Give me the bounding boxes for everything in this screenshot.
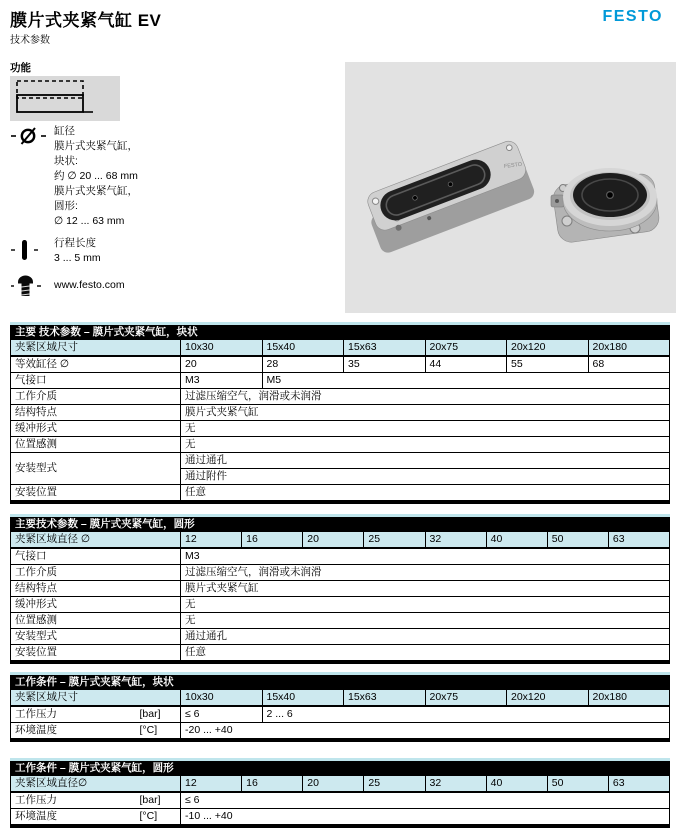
- header-value: 32: [425, 776, 486, 792]
- cell-value: 通过通孔: [181, 453, 670, 469]
- table-row: [11, 613, 670, 629]
- cell-value: -10 ... +40: [181, 809, 670, 827]
- cell-value: 44: [425, 356, 507, 373]
- product-illustration: [345, 62, 676, 313]
- header-value: 12: [181, 532, 242, 548]
- row-label: 工作压力: [11, 792, 136, 809]
- row-label: 缓冲形式: [11, 597, 181, 613]
- table-row: [11, 405, 670, 421]
- cell-value: M3: [181, 373, 263, 389]
- function-diagram: [10, 76, 120, 121]
- header-value: 50: [547, 776, 608, 792]
- feature-text: [54, 124, 138, 229]
- cell-value: 膜片式夹紧气缸: [181, 581, 670, 597]
- cell-value: ≤ 6: [181, 792, 670, 809]
- header-value: 20x180: [588, 340, 670, 356]
- screw-icon: [10, 271, 54, 305]
- table-operating-conditions-round: [10, 758, 669, 828]
- row-unit: [bar]: [136, 792, 181, 809]
- header-value: 32: [425, 532, 486, 548]
- table-main-params-block: [10, 322, 669, 504]
- header-value: 20x180: [588, 690, 670, 706]
- cell-value: 无: [181, 613, 670, 629]
- header-value: 20x75: [425, 340, 507, 356]
- table-main-params-round: [10, 514, 669, 664]
- cell-value: 过滤压缩空气，润滑或未润滑: [181, 389, 670, 405]
- header-value: 16: [242, 776, 303, 792]
- cell-value: 55: [507, 356, 589, 373]
- feature-text: [54, 236, 101, 268]
- festo-logo: FESTO: [602, 8, 663, 25]
- header-value: 20x120: [507, 340, 589, 356]
- page-title: 膜片式夹紧气缸 EV: [10, 11, 162, 30]
- feature-line: 膜片式夹紧气缸，: [54, 140, 138, 152]
- row-label: 安装型式: [11, 629, 181, 645]
- table-row: [11, 629, 670, 645]
- cell-value: -20 ... +40: [181, 723, 670, 741]
- table-row: [11, 792, 670, 809]
- table-title: 工作条件 – 膜片式夹紧气缸，圆形: [11, 760, 670, 777]
- table-row: [11, 809, 670, 827]
- cell-value: 任意: [181, 645, 670, 663]
- table-row: [11, 437, 670, 453]
- cell-value: 2 ... 6: [262, 706, 670, 723]
- row-label: 安装型式: [11, 453, 181, 485]
- feature-line: 行程长度: [54, 237, 96, 249]
- product-photo: [345, 62, 676, 313]
- header-value: 40: [486, 532, 547, 548]
- header-value: 15x63: [344, 340, 426, 356]
- row-label: 结构特点: [11, 581, 181, 597]
- header-value: 20x75: [425, 690, 507, 706]
- header-value: 63: [608, 776, 669, 792]
- device-brand-label: FESTO: [503, 161, 523, 170]
- cell-value: 68: [588, 356, 670, 373]
- header-value: 10x30: [181, 690, 263, 706]
- feature-line: 约 ∅ 20 ... 68 mm: [54, 170, 138, 182]
- feature-stroke-length: [10, 236, 101, 268]
- row-label: 缓冲形式: [11, 421, 181, 437]
- row-label: 安装位置: [11, 485, 181, 503]
- row-label: 等效缸径 ∅: [11, 356, 181, 373]
- cylinder-schematic-icon: [10, 76, 120, 121]
- table-row: [11, 548, 670, 565]
- header-value: 15x40: [262, 340, 344, 356]
- row-label: 环境温度: [11, 723, 136, 741]
- row-label: 夹紧区域尺寸: [11, 690, 181, 706]
- cell-value: 通过通孔: [181, 629, 670, 645]
- header-value: 20x120: [507, 690, 589, 706]
- header-value: 15x40: [262, 690, 344, 706]
- cell-value: 膜片式夹紧气缸: [181, 405, 670, 421]
- feature-line: ∅ 12 ... 63 mm: [54, 215, 125, 227]
- cell-value: 任意: [181, 485, 670, 503]
- feature-line: 3 ... 5 mm: [54, 252, 101, 264]
- header-value: 50: [547, 532, 608, 548]
- header-value: 25: [364, 776, 425, 792]
- spec-table: [10, 322, 670, 504]
- table-row: [11, 421, 670, 437]
- header-value: 16: [242, 532, 303, 548]
- header-value: 25: [364, 532, 425, 548]
- table-row: [11, 389, 670, 405]
- header-value: 15x63: [344, 690, 426, 706]
- table-row: [11, 723, 670, 741]
- cell-value: 20: [181, 356, 263, 373]
- spec-table: [10, 672, 670, 742]
- header-value: 20: [303, 532, 364, 548]
- table-row: [11, 645, 670, 663]
- cell-value: 通过附件: [181, 469, 670, 485]
- table-title: 主要技术参数 – 膜片式夹紧气缸，圆形: [11, 516, 670, 533]
- stroke-length-icon: [10, 236, 54, 268]
- row-label: 安装位置: [11, 645, 181, 663]
- row-label: 工作介质: [11, 389, 181, 405]
- row-unit: [°C]: [136, 723, 181, 741]
- feature-bore-diameter: [10, 124, 138, 229]
- website-link[interactable]: www.festo.com: [54, 279, 125, 291]
- header-value: 40: [486, 776, 547, 792]
- row-unit: [°C]: [136, 809, 181, 827]
- table-row: [11, 706, 670, 723]
- row-unit: [bar]: [136, 706, 181, 723]
- header-value: 12: [181, 776, 242, 792]
- row-label: 位置感测: [11, 437, 181, 453]
- cell-value: M3: [181, 548, 670, 565]
- cell-value: M5: [262, 373, 670, 389]
- table-row: [11, 373, 670, 389]
- feature-text: [54, 271, 125, 305]
- feature-line: 块状:: [54, 155, 78, 167]
- row-label: 工作压力: [11, 706, 136, 723]
- feature-website: [10, 271, 125, 305]
- spec-table: [10, 514, 670, 664]
- row-label: 工作介质: [11, 565, 181, 581]
- row-label: 位置感测: [11, 613, 181, 629]
- page-subtitle: 技术参数: [10, 35, 50, 46]
- table-row: [11, 581, 670, 597]
- cell-value: ≤ 6: [181, 706, 263, 723]
- row-label: 气接口: [11, 373, 181, 389]
- table-operating-conditions-block: [10, 672, 669, 742]
- table-title: 工作条件 – 膜片式夹紧气缸，块状: [11, 674, 670, 691]
- row-label: 夹紧区域直径∅: [11, 776, 181, 792]
- row-label: 气接口: [11, 548, 181, 565]
- cell-value: 28: [262, 356, 344, 373]
- header-value: 20: [303, 776, 364, 792]
- table-title: 主要 技术参数 – 膜片式夹紧气缸，块状: [11, 324, 670, 341]
- feature-line: 膜片式夹紧气缸，: [54, 185, 138, 197]
- header-value: 63: [608, 532, 669, 548]
- cell-value: 无: [181, 421, 670, 437]
- table-row: [11, 356, 670, 373]
- header-value: 10x30: [181, 340, 263, 356]
- cell-value: 35: [344, 356, 426, 373]
- feature-line: 圆形:: [54, 200, 78, 212]
- row-label: 夹紧区域直径 ∅: [11, 532, 181, 548]
- cell-value: 无: [181, 437, 670, 453]
- table-row: [11, 597, 670, 613]
- feature-line: 缸径: [54, 125, 75, 137]
- table-row: [11, 485, 670, 503]
- table-row: [11, 565, 670, 581]
- row-label: 结构特点: [11, 405, 181, 421]
- cell-value: 无: [181, 597, 670, 613]
- function-heading: 功能: [10, 62, 31, 74]
- table-row: [11, 453, 670, 469]
- row-label: 夹紧区域尺寸: [11, 340, 181, 356]
- cell-value: 过滤压缩空气，润滑或未润滑: [181, 565, 670, 581]
- row-label: 环境温度: [11, 809, 136, 827]
- spec-table: [10, 758, 670, 828]
- diameter-icon: [10, 124, 54, 229]
